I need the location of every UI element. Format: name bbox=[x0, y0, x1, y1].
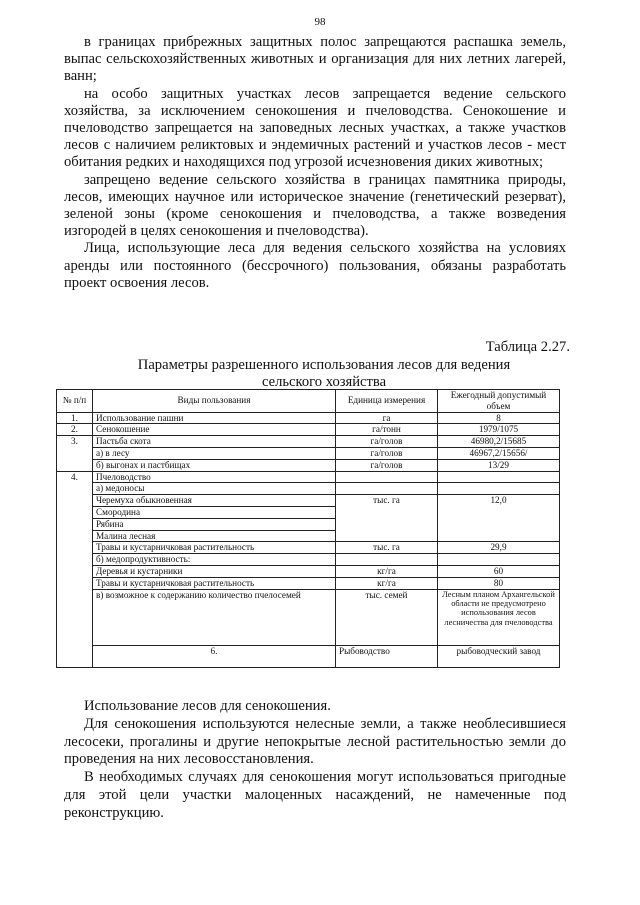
table-title bbox=[80, 357, 568, 391]
paragraph-haymaking-cases: В необходимых случаях для сенокошения могут использоваться пригодные для этой цели участки малоценных насаждений, не намеченные под реконструкцию. bbox=[64, 769, 566, 821]
cell-volume bbox=[438, 554, 560, 566]
cell-type: Черемуха обыкновенная bbox=[93, 495, 336, 507]
cell-type: Использование пашни bbox=[93, 412, 336, 424]
header-num: № п/п bbox=[57, 390, 93, 413]
cell-type: а) медоносы bbox=[93, 483, 336, 495]
cell-type: б) медопродуктивность: bbox=[93, 554, 336, 566]
table-row bbox=[57, 542, 560, 554]
cell-volume: 29,9 bbox=[438, 542, 560, 554]
cell-unit bbox=[336, 483, 438, 495]
cell-type: Смородина bbox=[93, 506, 336, 518]
cell-type: Рыбоводство bbox=[336, 645, 438, 668]
cell-volume: 46980,2/15685 bbox=[438, 436, 560, 448]
table-header-row bbox=[57, 390, 560, 413]
cell-type: Травы и кустарничковая растительность bbox=[93, 577, 336, 589]
table-row bbox=[57, 412, 560, 424]
cell-unit: кг/га bbox=[336, 565, 438, 577]
cell-volume: 1979/1075 bbox=[438, 424, 560, 436]
cell-unit bbox=[336, 471, 438, 483]
cell-unit: га/тонн bbox=[336, 424, 438, 436]
cell-volume: 46967,2/15656/ bbox=[438, 447, 560, 459]
table-title-line: сельского хозяйства bbox=[261, 374, 387, 390]
table-row bbox=[57, 495, 560, 507]
header-volume: Ежегодный допустимый объем bbox=[438, 390, 560, 413]
cell-volume: 8 bbox=[438, 412, 560, 424]
cell-unit: кг/га bbox=[336, 577, 438, 589]
body-text bbox=[64, 34, 566, 292]
cell-type: Пастьба скота bbox=[93, 436, 336, 448]
cell-unit: рыбоводческий завод bbox=[438, 645, 560, 668]
paragraph-haymaking-lands: Для сенокошения используются нелесные земли, а также необлесившиеся лесосеки, прогалины и другие непокрытые лесной растительностью земли до проведения на них лесовосстановления. bbox=[64, 715, 566, 768]
table-row bbox=[57, 565, 560, 577]
header-unit: Единица измерения bbox=[336, 390, 438, 413]
cell-volume: 13/29 bbox=[438, 459, 560, 471]
table-row bbox=[57, 471, 560, 483]
cell-unit: тыс. га bbox=[336, 542, 438, 554]
cell-volume: Лесным планом Архангельской области не предусмотрено использования лесов лесничества для пчеловодства bbox=[438, 589, 560, 645]
cell-unit: га/голов bbox=[336, 436, 438, 448]
cell-type: Деревья и кустарники bbox=[93, 565, 336, 577]
table-row bbox=[57, 577, 560, 589]
header-type: Виды пользования bbox=[93, 390, 336, 413]
cell-unit bbox=[336, 554, 438, 566]
paragraph-lease: Лица, использующие леса для ведения сельского хозяйства на условиях аренды или постоянного (бессрочного) пользования, обязаны разработать проект освоения лесов. bbox=[64, 240, 566, 291]
paragraph-prohibition: запрещено ведение сельского хозяйства в границах памятника природы, лесов, имеющих научное или историческое значение (генетический резерват), зеленой зоны (кроме сенокошения и пчеловодства, а также возведения изгородей в целях сенокошения и пчеловодства). bbox=[64, 171, 566, 240]
cell-unit: га/голов bbox=[336, 459, 438, 471]
cell-type: в) возможное к содержанию количество пчелосемей bbox=[93, 589, 336, 645]
cell-type: б) выгонах и пастбищах bbox=[93, 459, 336, 471]
table-title-line: Параметры разрешенного использования лесов для ведения bbox=[137, 357, 511, 373]
cell-num: 3. bbox=[57, 436, 93, 471]
cell-type: Малина лесная bbox=[93, 530, 336, 542]
table-label: Таблица 2.27. bbox=[485, 339, 570, 355]
paragraph-special-protection: на особо защитных участках лесов запрещается ведение сельского хозяйства, за исключением сенокошения и пчеловодства. Сенокошение и пчеловодство запрещается на заповедных лесных участках, а также участков лесов с наличием реликтовых и эндемичных растений и участков лесов - мест обитания редких и находящихся под угрозой исчезновения диких животных; bbox=[64, 85, 566, 171]
table-row bbox=[57, 589, 560, 645]
cell-volume: 60 bbox=[438, 565, 560, 577]
cell-unit: тыс. га bbox=[336, 495, 438, 542]
cell-type: Сенокошение bbox=[93, 424, 336, 436]
page-number: 98 bbox=[314, 16, 326, 28]
cell-num: 1. bbox=[57, 412, 93, 424]
cell-unit: га/голов bbox=[336, 447, 438, 459]
table-row bbox=[57, 645, 560, 668]
table-row bbox=[57, 483, 560, 495]
cell-volume bbox=[438, 471, 560, 483]
cell-unit: тыс. семей bbox=[336, 589, 438, 645]
cell-type: Пчеловодство bbox=[93, 471, 336, 483]
cell-num: 2. bbox=[57, 424, 93, 436]
cell-type: Травы и кустарничковая растительность bbox=[93, 542, 336, 554]
table-row bbox=[57, 424, 560, 436]
table-row bbox=[57, 554, 560, 566]
parameters-table bbox=[56, 389, 560, 668]
paragraph-water-protection: в границах прибрежных защитных полос запрещаются распашка земель, выпас сельскохозяйственных животных и организация для них летних лагерей, ванн; bbox=[64, 34, 566, 85]
table-row bbox=[57, 436, 560, 448]
cell-type: Рябина bbox=[93, 518, 336, 530]
cell-num: 4. bbox=[57, 471, 93, 668]
table-row bbox=[57, 447, 560, 459]
cell-volume: 12,0 bbox=[438, 495, 560, 542]
section-heading: Использование лесов для сенокошения. bbox=[84, 698, 331, 714]
after-table-text bbox=[64, 698, 566, 823]
cell-type: а) в лесу bbox=[93, 447, 336, 459]
table-row bbox=[57, 459, 560, 471]
cell-unit: га bbox=[336, 412, 438, 424]
cell-volume bbox=[438, 483, 560, 495]
cell-volume: 80 bbox=[438, 577, 560, 589]
cell-num: 6. bbox=[93, 645, 336, 668]
